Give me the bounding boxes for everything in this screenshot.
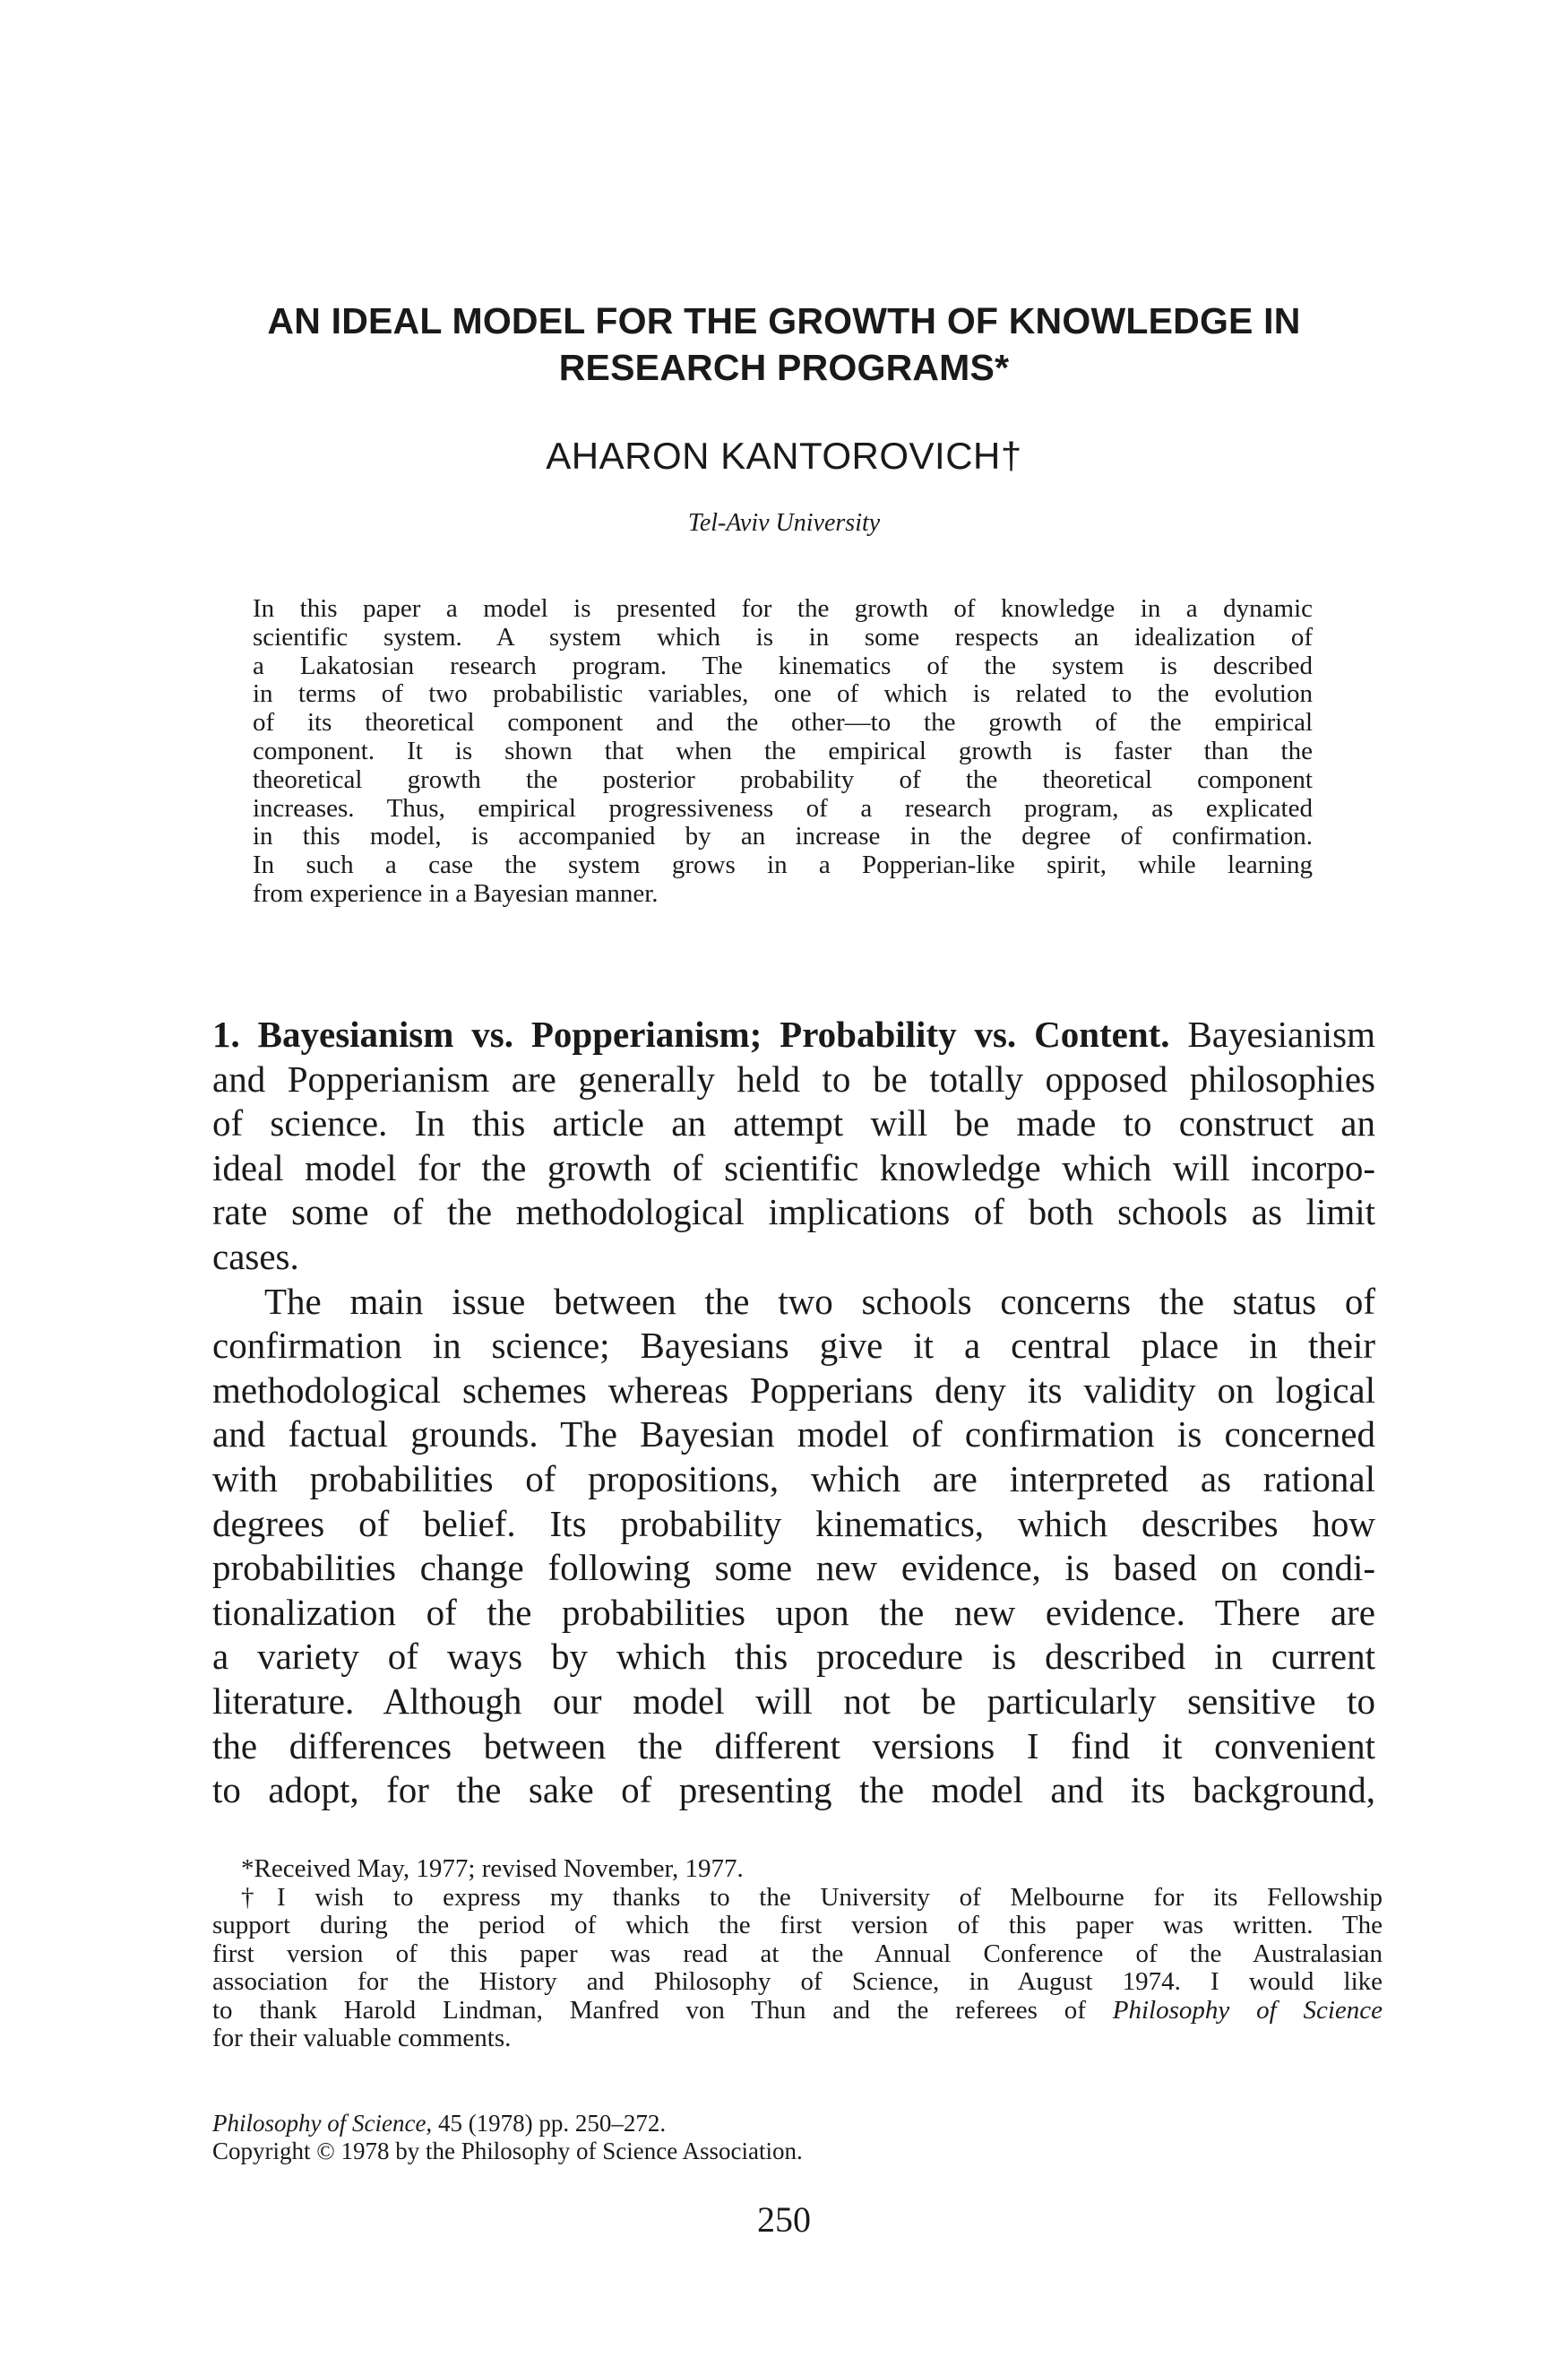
footnote-line: †I wish to express my thanks to the University of Melbourne for its Fellowship xyxy=(241,1882,1383,1912)
abstract-line: a Lakatosian research program. The kinematics of the system is described xyxy=(253,651,1313,680)
body-line: of science. In this article an attempt will be made to construct an xyxy=(212,1102,1375,1144)
abstract-line: of its theoretical component and the other—to the growth of the empirical xyxy=(253,708,1313,738)
body-line: a variety of ways by which this procedure is described in current xyxy=(212,1636,1375,1678)
author-name: AHARON KANTOROVICH† xyxy=(546,435,1022,477)
footnotes xyxy=(212,1855,1383,2053)
abstract-line: in this model, is accompanied by an increase in the degree of confirmation. xyxy=(253,822,1313,851)
body-line: literature. Although our model will not be particularly sensitive to xyxy=(212,1680,1375,1722)
footnote-text: to thank Harold Lindman, Manfred von Thun and the referees of xyxy=(212,1995,1113,2025)
paper-title xyxy=(179,298,1389,391)
footnote-line: for their valuable comments. xyxy=(212,2024,512,2052)
section-1-first-line xyxy=(212,1013,1375,1058)
body-line: ideal model for the growth of scientific knowledge which will incorpo- xyxy=(212,1146,1375,1188)
abstract-line: theoretical growth the posterior probability of the theoretical component xyxy=(253,764,1313,794)
body-line: to adopt, for the sake of presenting the model and its background, xyxy=(212,1769,1375,1811)
footnote-line xyxy=(212,1997,1383,2025)
abstract-line: component. It is shown that when the empirical growth is faster than the xyxy=(253,736,1313,765)
abstract-line: scientific system. A system which is in some respects an idealization of xyxy=(253,622,1313,652)
body-line: cases. xyxy=(212,1235,299,1277)
body-line: rate some of the methodological implications of both schools as limit xyxy=(212,1191,1375,1233)
abstract-line: In such a case the system grows in a Popperian-like spirit, while learning xyxy=(253,851,1313,880)
abstract-line: from experience in a Bayesian manner. xyxy=(253,878,659,908)
body-line: confirmation in science; Bayesians give it a central place in their xyxy=(212,1325,1375,1367)
section-1-heading: 1. Bayesianism vs. Popperianism; Probability vs. Content. xyxy=(212,1014,1170,1055)
body-line: and factual grounds. The Bayesian model of confirmation is concerned xyxy=(212,1413,1375,1455)
body-line: methodological schemes whereas Popperians deny its validity on logical xyxy=(212,1369,1375,1411)
section-1-first-line-rest: Bayesianism xyxy=(1169,1014,1375,1055)
journal-volume-pages: 45 (1978) pp. 250–272. xyxy=(432,2110,667,2137)
journal-name-inline: Philosophy of Science xyxy=(1112,1995,1383,2025)
footnote-line: first version of this paper was read at the Annual Conference of the Australasian xyxy=(212,1939,1383,1968)
page-number: 250 xyxy=(757,2199,811,2240)
footnote-thanks xyxy=(212,1884,1383,2053)
journal-name: Philosophy of Science, xyxy=(212,2110,433,2137)
body-line: degrees of belief. Its probability kinematics, which describes how xyxy=(212,1502,1375,1544)
body-line: probabilities change following some new evidence, is based on condi- xyxy=(212,1547,1375,1589)
footnote-received xyxy=(212,1855,1383,1884)
footnote-line: *Received May, 1977; revised November, 1977. xyxy=(241,1854,744,1883)
section-1-body xyxy=(212,1013,1375,1813)
body-line: with probabilities of propositions, which are interpreted as rational xyxy=(212,1457,1375,1499)
abstract-line: In this paper a model is presented for the growth of knowledge in a dynamic xyxy=(253,594,1313,623)
abstract-line: in terms of two probabilistic variables, one of which is related to the evolution xyxy=(253,679,1313,709)
title-line-2: RESEARCH PROGRAMS* xyxy=(558,347,1010,388)
footnote-line: association for the History and Philosophy of Science, in August 1974. I would like xyxy=(212,1967,1383,1996)
copyright-notice: Copyright © 1978 by the Philosophy of Science Association. xyxy=(212,2138,803,2164)
journal-info xyxy=(212,2110,1383,2165)
body-line: the differences between the different versions I find it convenient xyxy=(212,1724,1375,1766)
title-line-1: AN IDEAL MODEL FOR THE GROWTH OF KNOWLEDGE IN xyxy=(267,300,1301,341)
abstract-line: increases. Thus, empirical progressiveness of a research program, as explicated xyxy=(253,793,1313,823)
journal-citation xyxy=(212,2110,1383,2138)
body-line: The main issue between the two schools concerns the status of xyxy=(264,1280,1375,1322)
footnote-line: support during the period of which the first version of this paper was written. The xyxy=(212,1911,1383,1939)
author-affiliation: Tel-Aviv University xyxy=(687,509,881,537)
body-line: and Popperianism are generally held to be totally opposed philosophies xyxy=(212,1058,1375,1100)
body-line: tionalization of the probabilities upon the new evidence. There are xyxy=(212,1591,1375,1633)
abstract xyxy=(253,595,1313,909)
